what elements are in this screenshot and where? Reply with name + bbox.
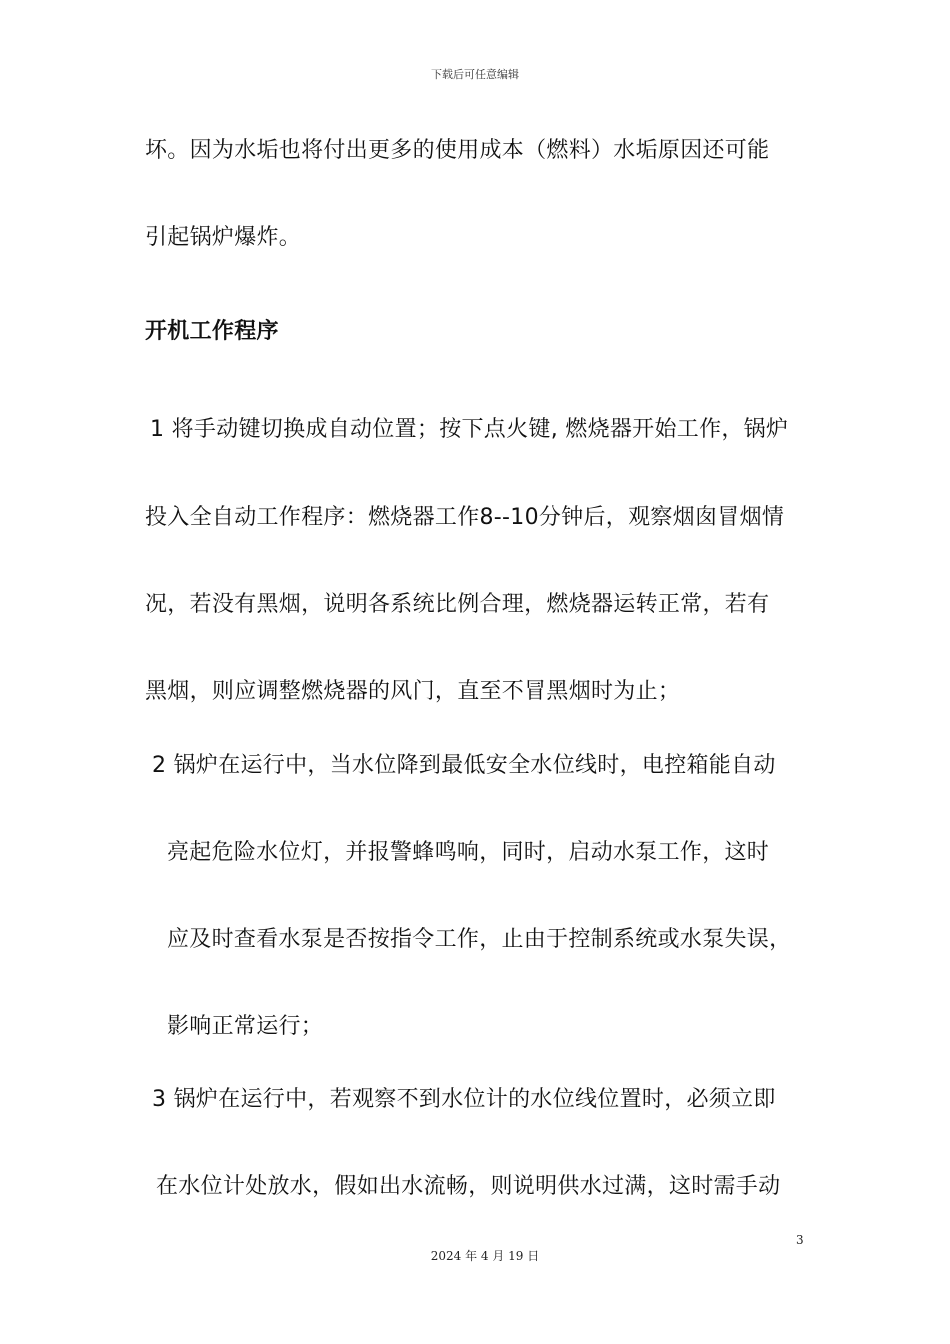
body-text-line: 坏。因为水垢也将付出更多的使用成本（燃料）水垢原因还可能 [145,138,770,163]
page-number: 3 [796,1233,804,1247]
body-text-line: 引起锅炉爆炸。 [145,225,302,250]
page-footer-date: 2024 年 4 月 19 日 [430,1249,540,1263]
body-text-line: 投入全自动工作程序：燃烧器工作8--10分钟后，观察烟囱冒烟情 [145,505,785,530]
body-text-line: 黑烟，则应调整燃烧器的风门，直至不冒黑烟时为止； [145,679,681,704]
body-text-line: 况，若没有黑烟，说明各系统比例合理，燃烧器运转正常，若有 [145,592,770,617]
page-header: 下载后可任意编辑 [431,68,519,81]
body-text-line: 亮起危险水位灯，并报警蜂鸣响，同时，启动水泵工作，这时 [167,840,770,865]
body-text-line: 影响正常运行； [167,1014,324,1039]
body-text-line: 在水位计处放水，假如出水流畅，则说明供水过满，这时需手动 [156,1174,781,1199]
body-text-line: 应及时查看水泵是否按指令工作，止由于控制系统或水泵失误， [167,927,792,952]
body-text-line: 2 锅炉在运行中，当水位降到最低安全水位线时，电控箱能自动 [152,753,776,778]
body-text-line: 3 锅炉在运行中，若观察不到水位计的水位线位置时，必须立即 [152,1087,776,1112]
body-text-line: 1 将手动键切换成自动位置；按下点火键, 燃烧器开始工作，锅炉 [150,417,789,442]
section-heading: 开机工作程序 [145,319,279,344]
